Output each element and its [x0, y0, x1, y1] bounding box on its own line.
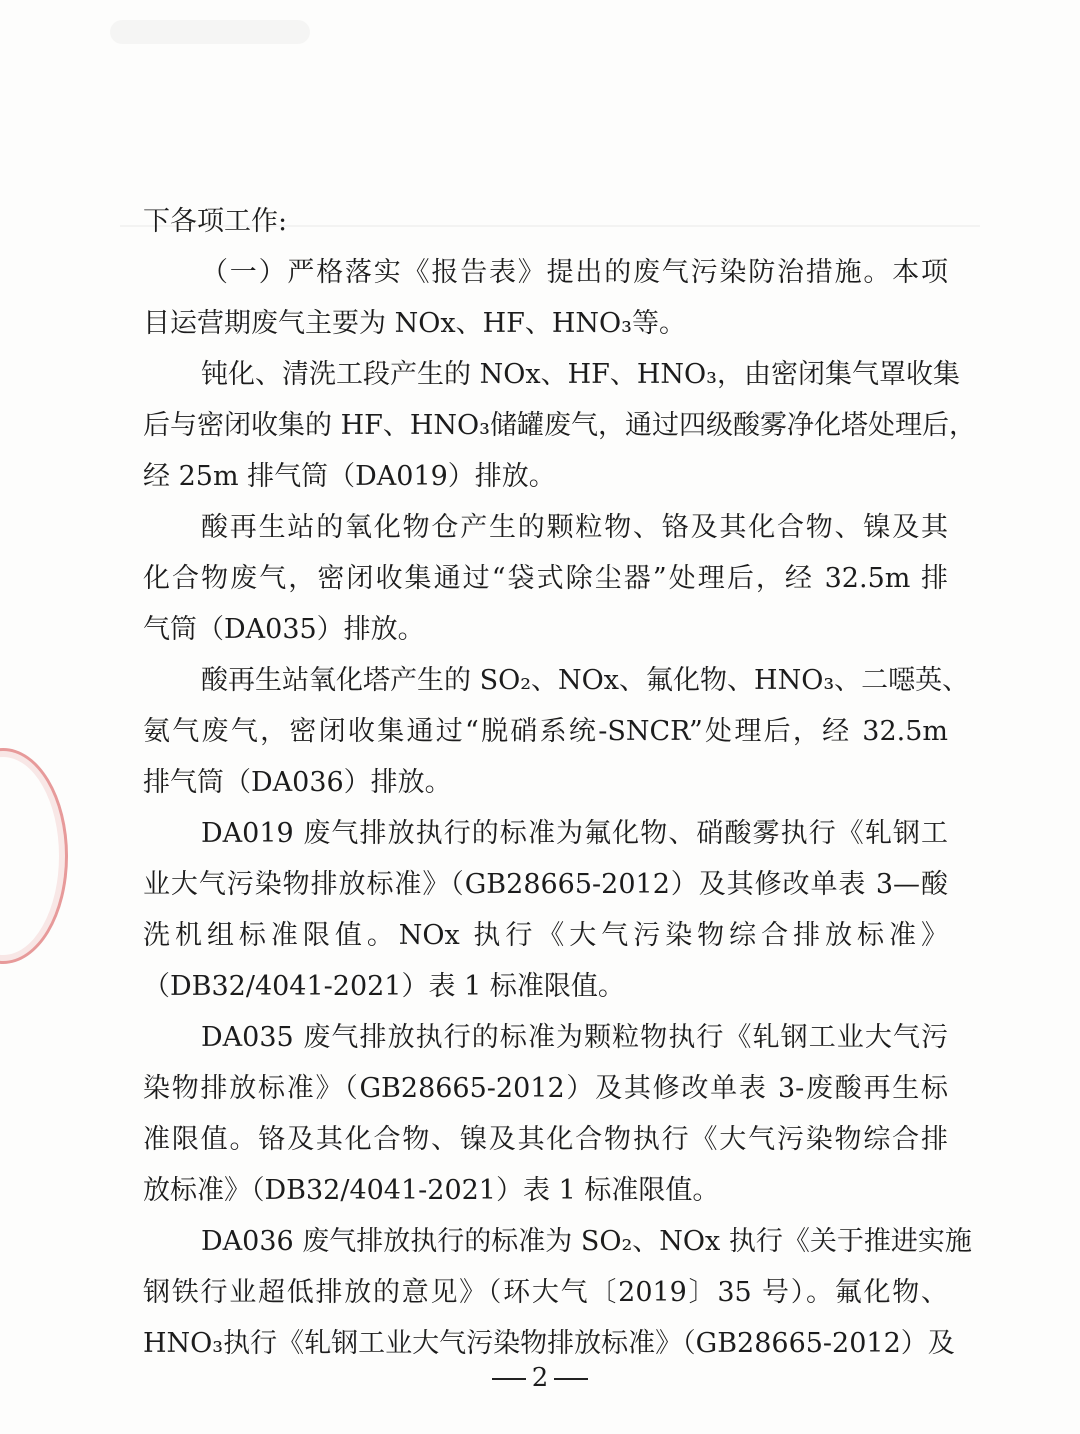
text-line: 酸再生站氧化塔产生的 SO₂、NOx、氟化物、HNO₃、二噁英、 — [201, 665, 970, 696]
text-line: 气筒（DA035）排放。 — [143, 614, 425, 645]
text-line: 酸再生站的氧化物仓产生的颗粒物、铬及其化合物、镍及其 — [201, 512, 948, 543]
text-line: 目运营期废气主要为 NOx、HF、HNO₃等。 — [143, 308, 686, 339]
document-body — [143, 196, 976, 1369]
text-line: DA036 废气排放执行的标准为 SO₂、NOx 执行《关于推进实施 — [201, 1226, 972, 1257]
text-line: 业大气污染物排放标准》（GB28665-2012）及其修改单表 3—酸 — [143, 869, 948, 900]
text-line: 钢铁行业超低排放的意见》（环大气〔2019〕35 号）。氟化物、 — [143, 1277, 948, 1308]
text-line: 钝化、清洗工段产生的 NOx、HF、HNO₃，由密闭集气罩收集 — [201, 359, 960, 390]
text-line: 洗机组标准限值。NOx 执行《大气污染物综合排放标准》 — [143, 920, 948, 951]
text-line: （一）严格落实《报告表》提出的废气污染防治措施。本项 — [201, 257, 948, 288]
text-line: HNO₃执行《轧钢工业大气污染物排放标准》（GB28665-2012）及 — [143, 1328, 955, 1359]
footer-dash-right — [554, 1378, 588, 1380]
text-line: 排气筒（DA036）排放。 — [143, 767, 452, 798]
text-line: （DB32/4041-2021）表 1 标准限值。 — [143, 971, 625, 1002]
text-line: DA019 废气排放执行的标准为氟化物、硝酸雾执行《轧钢工 — [201, 818, 948, 849]
text-line: 放标准》（DB32/4041-2021）表 1 标准限值。 — [143, 1175, 720, 1206]
text-line: 下各项工作: — [143, 206, 288, 237]
text-line: 染物排放标准》（GB28665-2012）及其修改单表 3-废酸再生标 — [143, 1073, 948, 1104]
official-seal-stamp — [0, 748, 68, 964]
text-line: 后与密闭收集的 HF、HNO₃储罐废气，通过四级酸雾净化塔处理后， — [143, 410, 976, 441]
page-footer — [0, 1358, 1080, 1398]
scan-smudge — [110, 20, 310, 44]
text-line: 化合物废气，密闭收集通过“袋式除尘器”处理后，经 32.5m 排 — [143, 563, 948, 594]
page-number: 2 — [531, 1363, 549, 1393]
text-line: 经 25m 排气筒（DA019）排放。 — [143, 461, 556, 492]
text-line: 氨气废气，密闭收集通过“脱硝系统-SNCR”处理后，经 32.5m — [143, 716, 948, 747]
text-line: DA035 废气排放执行的标准为颗粒物执行《轧钢工业大气污 — [201, 1022, 948, 1053]
text-line: 准限值。铬及其化合物、镍及其化合物执行《大气污染物综合排 — [143, 1124, 948, 1155]
footer-dash-left — [492, 1378, 526, 1380]
